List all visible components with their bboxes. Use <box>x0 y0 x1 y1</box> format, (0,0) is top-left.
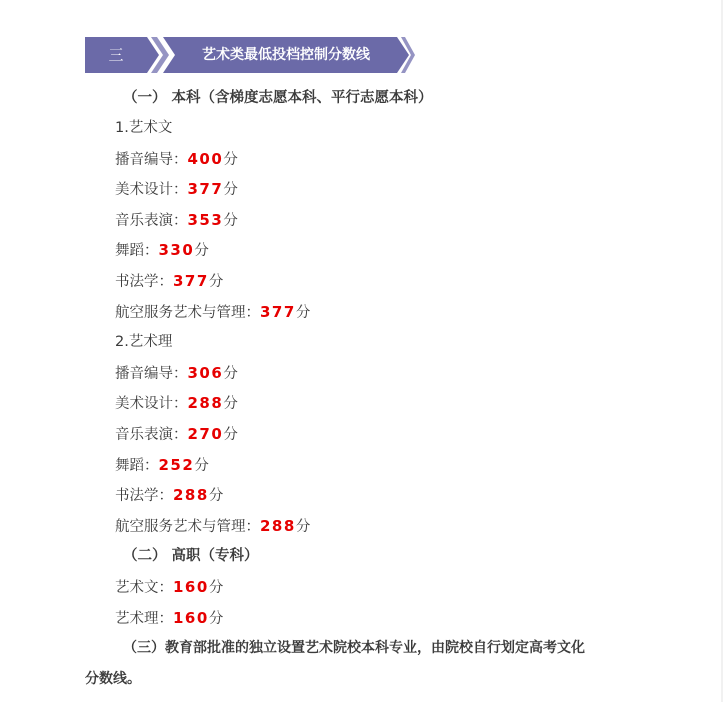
item-score: 400 <box>187 150 224 168</box>
item-score: 160 <box>173 609 209 627</box>
list-item <box>115 177 238 201</box>
item-score: 288 <box>260 517 296 535</box>
item-score: 288 <box>187 394 224 412</box>
list-item <box>115 391 238 415</box>
item-unit: 分 <box>223 213 238 229</box>
item-label: 航空服务艺术与管理： <box>115 305 260 321</box>
item-score: 330 <box>158 241 195 259</box>
item-label: 音乐表演： <box>115 427 188 443</box>
vocational-heading: （二） 高职（专科） <box>123 548 259 564</box>
list-item <box>115 453 209 477</box>
list-item <box>115 575 223 599</box>
item-label: 美术设计： <box>115 396 188 412</box>
item-unit: 分 <box>295 519 311 535</box>
list-item <box>115 514 310 538</box>
list-item <box>115 269 223 293</box>
banner-title: 艺术类最低投档控制分数线 <box>202 47 370 63</box>
banner-number: 三 <box>108 46 124 64</box>
list-item <box>115 606 223 630</box>
item-unit: 分 <box>295 305 311 321</box>
list-item <box>115 483 223 507</box>
item-unit: 分 <box>223 396 238 412</box>
note-line-1: （三）教育部批准的独立设置艺术院校本科专业，由院校自行划定高考文化 <box>123 640 585 656</box>
list-item <box>115 238 209 262</box>
list-item <box>115 147 238 171</box>
item-score: 270 <box>187 425 224 443</box>
item-score: 353 <box>187 211 224 229</box>
item-label: 航空服务艺术与管理： <box>115 519 260 535</box>
item-unit: 分 <box>223 366 238 382</box>
liberal-title: 1.艺术文 <box>115 120 173 136</box>
item-unit: 分 <box>208 274 224 290</box>
item-label: 播音编导： <box>115 366 188 382</box>
list-item <box>115 208 238 232</box>
section-banner <box>85 37 415 73</box>
list-item <box>115 422 238 446</box>
item-score: 306 <box>187 364 224 382</box>
item-unit: 分 <box>208 488 224 504</box>
item-score: 377 <box>173 272 209 290</box>
bachelor-heading: （一） 本科（含梯度志愿本科、平行志愿本科） <box>123 90 433 106</box>
science-title: 2.艺术理 <box>115 334 173 350</box>
item-label: 艺术文： <box>115 580 173 596</box>
item-label: 舞蹈： <box>115 243 159 259</box>
list-item <box>115 361 238 385</box>
item-unit: 分 <box>194 458 209 474</box>
item-score: 377 <box>187 180 224 198</box>
note-line-2: 分数线。 <box>85 671 141 687</box>
item-unit: 分 <box>223 152 238 168</box>
item-label: 书法学： <box>115 274 173 290</box>
list-item <box>115 300 310 324</box>
item-score: 252 <box>158 456 195 474</box>
item-score: 377 <box>260 303 296 321</box>
item-score: 160 <box>173 578 209 596</box>
item-label: 书法学： <box>115 488 173 504</box>
item-unit: 分 <box>208 580 224 596</box>
item-unit: 分 <box>223 427 238 443</box>
item-unit: 分 <box>208 611 224 627</box>
item-label: 播音编导： <box>115 152 188 168</box>
item-score: 288 <box>173 486 209 504</box>
item-label: 艺术理： <box>115 611 173 627</box>
item-label: 音乐表演： <box>115 213 188 229</box>
item-label: 美术设计： <box>115 182 188 198</box>
item-unit: 分 <box>194 243 209 259</box>
item-unit: 分 <box>223 182 238 198</box>
item-label: 舞蹈： <box>115 458 159 474</box>
